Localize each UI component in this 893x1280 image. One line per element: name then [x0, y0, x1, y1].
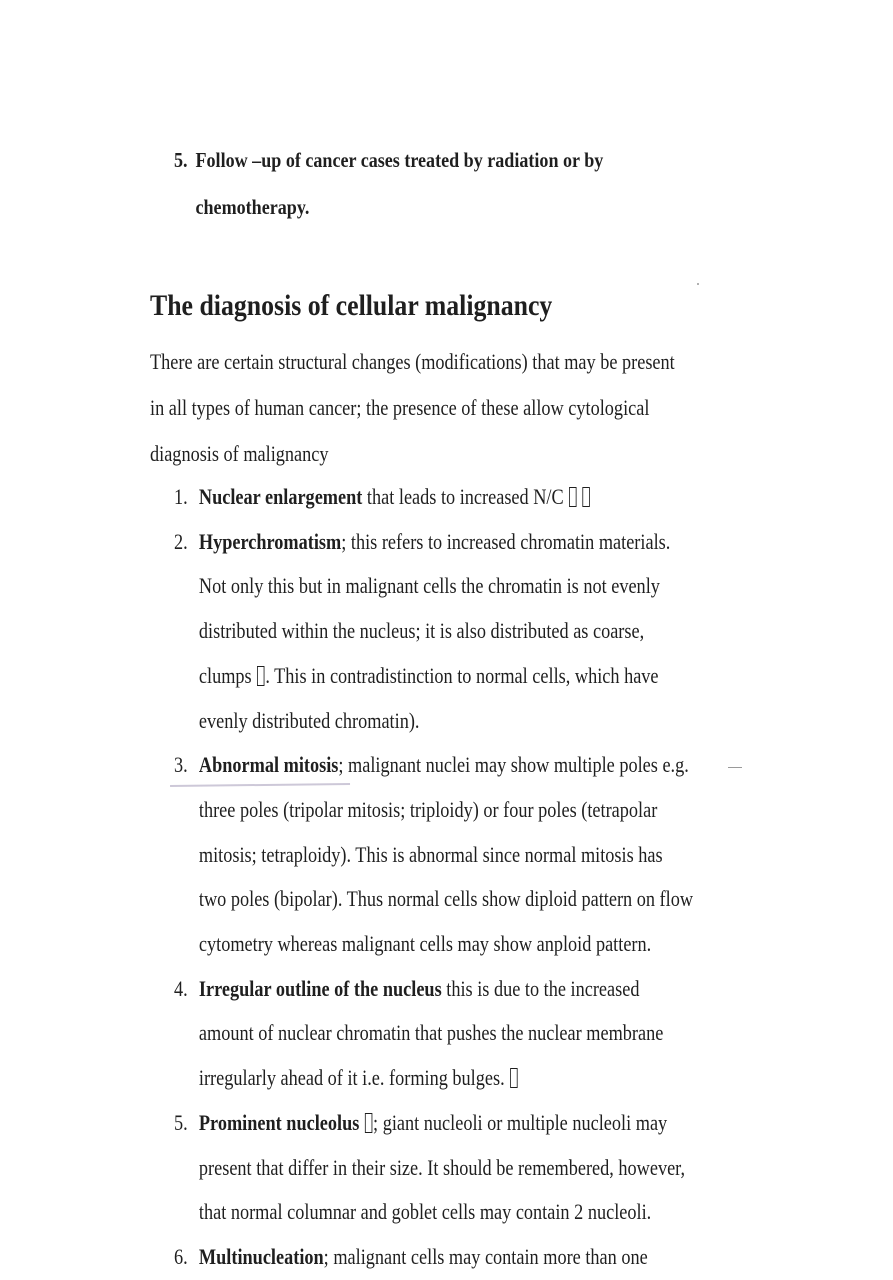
scan-speck: [697, 283, 699, 285]
intro-line: diagnosis of malignancy: [150, 441, 329, 466]
list-item-line: amount of nuclear chromatin that pushes the nuclear membrane: [198, 1020, 664, 1046]
intro-line: There are certain structural changes (modifications) that may be present: [150, 349, 675, 374]
list-item-term: Prominent nucleolus: [198, 1109, 360, 1135]
list-item-term: Hyperchromatism: [198, 528, 342, 554]
list-item-number: 4.: [174, 975, 188, 1001]
missing-glyph-box-icon: [583, 487, 590, 507]
list-item-number: 1.: [174, 484, 188, 509]
list-item-prominent-nucleolus: [174, 1101, 738, 1235]
intro-paragraph: [150, 339, 714, 477]
list-item-line: distributed within the nucleus; it is also distributed as coarse,: [198, 618, 645, 644]
list-item-line: evenly distributed chromatin).: [198, 707, 420, 733]
list-item-multinucleation: [174, 1235, 738, 1280]
list-item-hyperchromatism: [174, 520, 738, 744]
list-item-text: . This in contradistinction to normal cells, which have: [265, 662, 659, 688]
list-item-line: that normal columnar and goblet cells may contain 2 nucleoli.: [198, 1199, 652, 1225]
missing-glyph-box-icon: [510, 1068, 517, 1088]
list-item-term: Multinucleation: [198, 1243, 324, 1269]
list-item-text: this is due to the increased: [441, 975, 640, 1001]
list-item-number: 3.: [174, 752, 188, 778]
section-heading: The diagnosis of cellular malignancy: [150, 289, 553, 322]
list-item-term: Irregular outline of the nucleus: [198, 975, 442, 1001]
intro-line: in all types of human cancer; the presence of these allow cytological: [150, 395, 650, 420]
list-item-line: mitosis; tetraploidy). This is abnormal since normal mitosis has: [198, 841, 663, 867]
list-item-text: ; giant nucleoli or multiple nucleoli may: [373, 1109, 668, 1135]
list-item-text: ; malignant nuclei may show multiple poles e.g.: [338, 752, 689, 778]
list-item-line: two poles (bipolar). Thus normal cells show diploid pattern on flow: [198, 886, 694, 912]
list-item-line: three poles (tripolar mitosis; triploidy) or four poles (tetrapolar: [198, 796, 658, 822]
list-item-text: ; this refers to increased chromatin materials.: [341, 528, 671, 554]
missing-glyph-box-icon: [569, 487, 576, 507]
list-item-text: ; malignant cells may contain more than one: [323, 1243, 648, 1269]
list-item-irregular-outline: [174, 967, 738, 1101]
list-item-term: Abnormal mitosis: [198, 752, 339, 778]
list-item-line: Not only this but in malignant cells the chromatin is not evenly: [198, 573, 660, 599]
item-text-line: Follow –up of cancer cases treated by radiation or by: [195, 148, 604, 172]
list-item-nuclear-enlargement: [174, 475, 738, 520]
list-item-line: cytometry whereas malignant cells may show anploid pattern.: [198, 931, 652, 957]
list-item-text: irregularly ahead of it i.e. forming bulges.: [198, 1065, 505, 1091]
follow-up-item: [174, 137, 656, 231]
list-item-abnormal-mitosis: [174, 743, 738, 967]
list-item-term: Nuclear enlargement: [198, 484, 363, 509]
list-item-number: 2.: [174, 528, 188, 554]
malignancy-criteria-list: [174, 475, 738, 1280]
list-item-line: present that differ in their size. It should be remembered, however,: [198, 1154, 686, 1180]
item-number: 5.: [174, 148, 188, 172]
list-item-number: 5.: [174, 1109, 188, 1135]
list-item-text: clumps: [198, 662, 252, 688]
missing-glyph-box-icon: [257, 666, 264, 686]
missing-glyph-box-icon: [365, 1113, 372, 1133]
list-item-text: that leads to increased N/C: [362, 484, 564, 509]
list-item-number: 6.: [174, 1243, 188, 1269]
item-text-line: chemotherapy.: [195, 195, 310, 219]
